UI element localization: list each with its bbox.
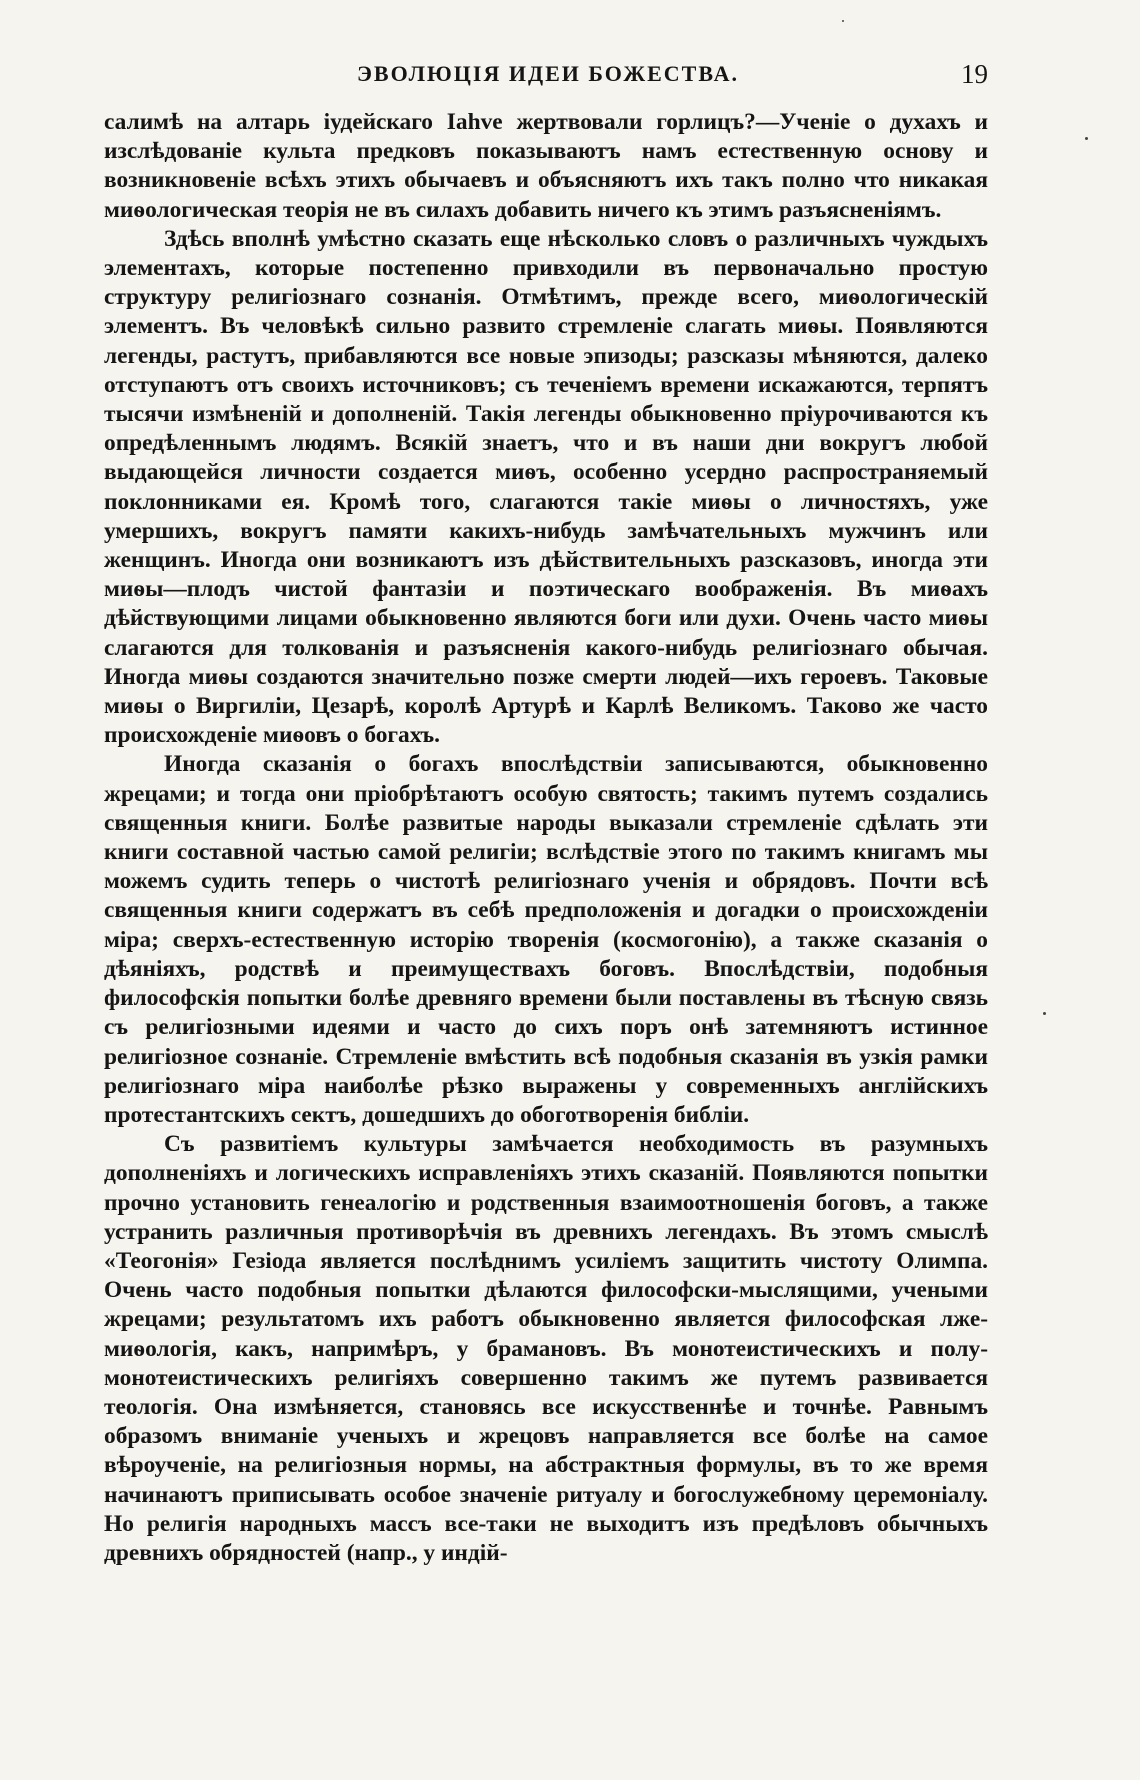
- paragraph-4: Съ развитіемъ культуры замѣчается необходимость въ разумныхъ дополненіяхъ и логическихъ исправленіяхъ этихъ сказаній. Появляются попытки прочно установить генеалогію и родственныя взаимоотношенія боговъ, а также устранить различныя противорѣчія въ древнихъ легендахъ. Въ этомъ смыслѣ «Теогонія» Гезіода является послѣднимъ усиліемъ защитить чистоту Олимпа. Очень часто подобныя попытки дѣлаются философски-мыслящими, учеными жрецами; результатомъ ихъ работъ обыкновенно является философская лже-миѳологія, какъ, напримѣръ, у брамановъ. Въ монотеистическихъ и полу-монотеистическихъ религіяхъ совершенно такимъ же путемъ развивается теологія. Она измѣняется, становясь все искусственнѣе и точнѣе. Равнымъ образомъ вниманіе ученыхъ и жрецовъ направляется все болѣе на самое вѣроученіе, на религіозныя нормы, на абстрактныя формулы, въ то же время начинаютъ приписывать особое значеніе ритуалу и богослужебному церемоніалу. Но религія народныхъ массъ все-таки не выходитъ изъ предѣловъ обычныхъ древнихъ обрядностей (напр., у индій-: [104, 1131, 988, 1566]
- scan-speck: [1043, 1012, 1046, 1015]
- paragraph-3: Иногда сказанія о богахъ впослѣдствіи записываются, обыкновенно жрецами; и тогда они пріобрѣтаютъ особую святость; такимъ путемъ создались священныя книги. Болѣе развитые народы выказали стремленіе сдѣлать эти книги составной частью самой религіи; вслѣдствіе этого по такимъ книгамъ мы можемъ судить теперь о чистотѣ религіознаго ученія и обрядовъ. Почти всѣ священныя книги содержатъ въ себѣ предположенія и догадки о происхожденіи міра; сверхъ-естественную исторію творенія (космогонію), а также сказанія о дѣяніяхъ, родствѣ и преимуществахъ боговъ. Впослѣдствіи, подобныя философскія попытки болѣе древняго времени были поставлены въ тѣсную связь съ религіозными идеями и часто до сихъ поръ онѣ затемняютъ истинное религіозное сознаніе. Стремленіе вмѣстить всѣ подобныя сказанія въ узкія рамки религіознаго міра наиболѣе рѣзко выражены у современныхъ англійскихъ протестантскихъ сектъ, дошедшихъ до обоготворенія библіи.: [104, 751, 988, 1128]
- body-text: [104, 108, 988, 1568]
- paragraph-2: Здѣсь вполнѣ умѣстно сказать еще нѣсколько словъ о различныхъ чуждыхъ элементахъ, которые постепенно привходили въ первоначально простую структуру религіознаго сознанія. Отмѣтимъ, прежде всего, миѳологическій элементъ. Въ человѣкѣ сильно развито стремленіе слагать миѳы. Появляются легенды, растутъ, прибавляются все новые эпизоды; разсказы мѣняются, далеко отступаютъ отъ своихъ источниковъ; съ теченіемъ времени искажаются, терпятъ тысячи измѣненій и дополненій. Такія легенды обыкновенно пріурочиваются къ опредѣленнымъ людямъ. Всякій знаетъ, что и въ наши дни вокругъ любой выдающейся личности создается миѳъ, особенно усердно распространяемый поклонниками ея. Кромѣ того, слагаются такіе миѳы о личностяхъ, уже умершихъ, вокругъ памяти какихъ-нибудь замѣчательныхъ мужчинъ или женщинъ. Иногда они возникаютъ изъ дѣйствительныхъ разсказовъ, иногда эти миѳы—плодъ чистой фантазіи и поэтическаго воображенія. Въ миѳахъ дѣйствующими лицами обыкновенно являются боги или духи. Очень часто миѳы слагаются для толкованія и разъясненія какого-нибудь религіознаго обычая. Иногда миѳы создаются значительно позже смерти людей—ихъ героевъ. Таковые миѳы о Виргиліи, Цезарѣ, королѣ Артурѣ и Карлѣ Великомъ. Таково же часто происхожденіе миѳовъ о богахъ.: [104, 225, 988, 749]
- running-head: [108, 54, 988, 94]
- scan-speck: [842, 20, 844, 22]
- running-title: ЭВОЛЮЦІЯ ИДЕИ БОЖЕСТВА.: [357, 61, 739, 86]
- scan-speck: [1085, 137, 1088, 140]
- paragraph-1: салимѣ на алтарь іудейскаго Iahve жертвовали горлицъ?—Ученіе о духахъ и изслѣдованіе культа предковъ показываютъ намъ естественную основу и возникновеніе всѣхъ этихъ обычаевъ и объясняютъ ихъ такъ полно что никакая миѳологическая теорія не въ силахъ добавить ничего къ этимъ разъясненіямъ.: [104, 109, 988, 223]
- page-number: 19: [961, 59, 988, 89]
